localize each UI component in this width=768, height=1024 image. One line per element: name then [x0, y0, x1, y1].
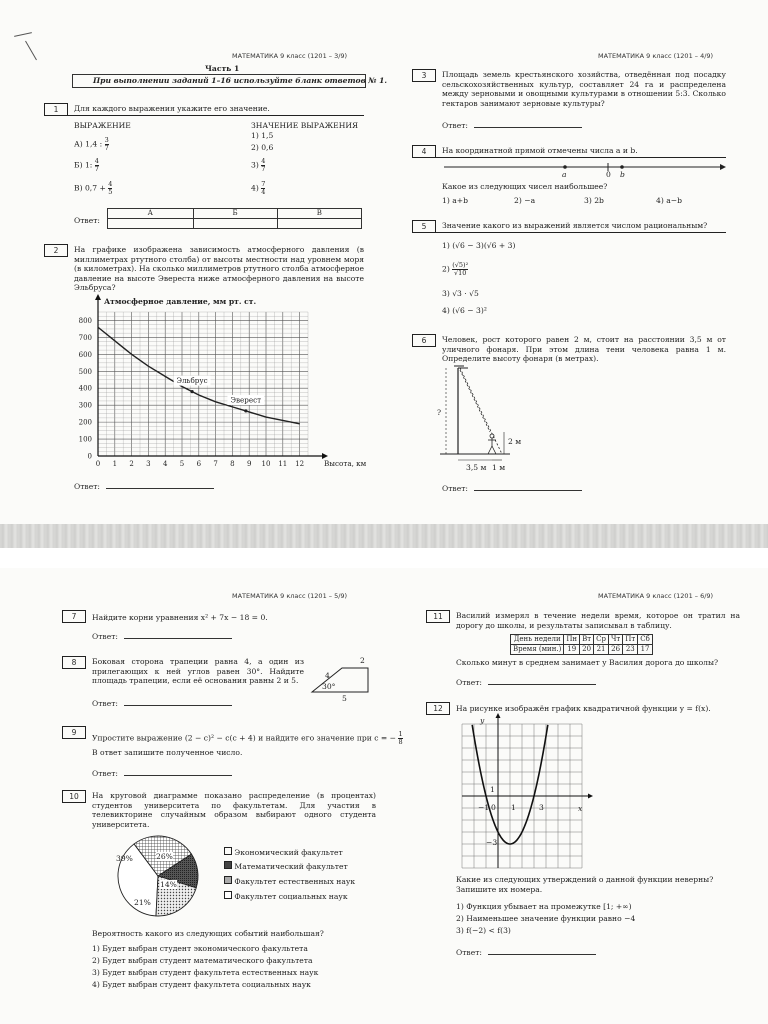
q5-option-2-label: 2) — [442, 264, 450, 274]
scan-border — [0, 524, 768, 548]
q5-option-3: 3) √3 · √5 — [442, 289, 479, 298]
q5-option-4: 4) (√6 − 3)² — [442, 306, 487, 315]
y-tick-label: 300 — [78, 401, 92, 410]
q6-label-height: ? — [437, 408, 442, 417]
y-axis-arrow — [95, 294, 101, 300]
q7-answer-line[interactable] — [124, 632, 232, 639]
numerator: 7 — [261, 180, 266, 188]
pie-label-21: 21% — [134, 898, 151, 907]
legend-label: Факультет естественных наук — [234, 877, 356, 886]
q4-option-1: 1) a+b — [442, 196, 468, 205]
day-cell: Пн — [564, 635, 580, 645]
time-cell: 21 — [594, 645, 609, 655]
y-tick-label: 200 — [78, 418, 92, 427]
q5-option-2 — [442, 262, 468, 277]
q7-text: Найдите корни уравнения x² + 7x − 18 = 0. — [92, 613, 268, 622]
sheet-bottom — [0, 568, 768, 1024]
q4-option-4: 4) a−b — [656, 196, 682, 205]
q6-text: Человек, рост которого равен 2 м, стоит на расстоянии 3,5 м от уличного фонаря. При этом длина тени человека равна 1 м. Определите высоту фонаря (в метрах). — [442, 335, 726, 364]
q1-val-3-fraction — [261, 158, 265, 173]
q8-answer-line[interactable] — [124, 699, 232, 706]
x-axis-label: Высота, км — [324, 459, 367, 468]
question-number-5: 5 — [412, 220, 436, 233]
trapezoid-label-side: 4 — [325, 671, 330, 680]
question-number-4: 4 — [412, 145, 436, 158]
x-tick-label: 5 — [179, 460, 185, 468]
q12-option-1: 1) Функция убывает на промежутке [1; +∞) — [456, 902, 632, 911]
q8-text: Боковая сторона трапеции равна 4, а один из прилегающих к ней углов равен 30°. Найдите площадь трапеции, если её основания равны 2 и 5. — [92, 657, 304, 686]
q12-text: На рисунке изображён график квадратичной функции y = f(x). — [456, 704, 711, 713]
denominator: 4 — [261, 188, 266, 196]
question-number-9: 9 — [62, 726, 86, 739]
annotation-label: Эльбрус — [176, 376, 208, 386]
q1-val-1: 1) 1,5 — [251, 131, 274, 140]
q9-answer-label: Ответ: — [92, 769, 118, 778]
scan-mark — [14, 32, 32, 37]
q1-val-4-fraction — [261, 181, 265, 196]
tick-x-3: 3 — [539, 803, 544, 812]
x-tick-label: 12 — [295, 460, 305, 468]
lamp-diagram — [430, 362, 550, 474]
number-line — [440, 160, 730, 182]
q1-expr-c — [74, 181, 112, 196]
time-cell: 20 — [580, 645, 594, 655]
answer-col-c: В — [277, 209, 361, 219]
q1-val-4 — [251, 181, 265, 196]
q4-question: Какое из следующих чисел наибольшее? — [442, 182, 608, 191]
q10-option-1: 1) Будет выбран студент экономического факультета — [92, 944, 308, 953]
q12-answer-label: Ответ: — [456, 948, 482, 957]
q11-answer — [456, 678, 596, 687]
trapezoid-label-base: 5 — [342, 694, 347, 703]
q11-time-table — [510, 634, 653, 655]
q6-label-distance: 3,5 м — [466, 463, 487, 472]
axis-label-x: x — [578, 804, 583, 813]
q10-option-3: 3) Будет выбран студент факультета естественных наук — [92, 968, 319, 977]
y-axis-arrow — [496, 713, 501, 718]
q2-text: На графике изображена зависимость атмосферного давления (в миллиметрах ртутного столба) от высоты местности над уровнем моря (в километрах). На сколько миллиметров ртутного столба атмосферное давление на высоте Эвереста ниже атмосферного давления на высоте Эльбруса? — [74, 245, 364, 293]
q9-text — [92, 731, 403, 746]
q2-answer-line[interactable] — [106, 482, 214, 489]
parabola-graph — [462, 718, 592, 868]
legend-label: Факультет социальных наук — [234, 892, 348, 901]
y-tick-label: 0 — [87, 452, 92, 461]
x-tick-label: 6 — [196, 460, 202, 468]
q12-option-2: 2) Наименьшее значение функции равно −4 — [456, 914, 636, 923]
q9-answer — [92, 769, 232, 778]
page-header-right: МАТЕМАТИКА 9 класс (1201 – 6/9) — [598, 592, 714, 600]
day-cell: Пт — [623, 635, 638, 645]
numerator: 4 — [94, 157, 99, 165]
answer-col-a: А — [108, 209, 194, 219]
question-number-11: 11 — [426, 610, 450, 623]
x-axis-arrow — [588, 794, 593, 799]
time-cell: 23 — [623, 645, 638, 655]
question-number-3: 3 — [412, 69, 436, 82]
q12-question: Какие из следующих утверждений о данной функции неверны? Запишите их номера. — [456, 875, 714, 894]
page-header-left: МАТЕМАТИКА 9 класс (1201 – 5/9) — [232, 592, 348, 600]
day-cell: Ср — [594, 635, 609, 645]
tick-x-1: 1 — [511, 803, 516, 812]
numerator: (√5)² — [452, 261, 469, 269]
tick-origin: 0 — [491, 803, 496, 812]
x-tick-label: 2 — [129, 460, 134, 468]
q9-answer-line[interactable] — [124, 769, 232, 776]
x-tick-label: 0 — [95, 460, 101, 468]
q1-expr-a-fraction — [105, 137, 109, 152]
x-tick-label: 10 — [261, 460, 271, 468]
question-rule — [68, 115, 364, 116]
x-tick-label: 4 — [162, 460, 168, 468]
q6-label-person: 2 м — [508, 437, 522, 446]
denominator: 5 — [108, 188, 113, 196]
q11-answer-label: Ответ: — [456, 678, 482, 687]
q1-col-expr: ВЫРАЖЕНИЕ — [74, 121, 131, 130]
label-zero: 0 — [606, 170, 611, 179]
legend-natural — [224, 876, 355, 886]
q1-answer-label: Ответ: — [74, 216, 100, 225]
q1-val-4-label: 4) — [251, 183, 259, 193]
q1-expr-a — [74, 137, 109, 152]
q3-answer-label: Ответ: — [442, 121, 468, 130]
legend-swatch — [224, 891, 232, 899]
y-tick-label: 800 — [78, 316, 92, 325]
q10-option-4: 4) Будет выбран студент факультета социальных наук — [92, 980, 311, 989]
q10-question: Вероятность какого из следующих событий наибольшая? — [92, 929, 324, 938]
question-number-10: 10 — [62, 790, 86, 803]
chart-title: Атмосферное давление, мм рт. ст. — [104, 297, 257, 306]
question-number-7: 7 — [62, 610, 86, 623]
q1-expr-b-label: Б) 1: — [74, 160, 93, 170]
legend-swatch — [224, 847, 232, 855]
question-number-12: 12 — [426, 702, 450, 715]
label-a: a — [562, 170, 567, 179]
q12-answer-line[interactable] — [488, 948, 596, 955]
q1-expr-b — [74, 158, 99, 173]
legend-swatch — [224, 861, 232, 869]
q7-answer-label: Ответ: — [92, 632, 118, 641]
day-cell: Вт — [580, 635, 594, 645]
axis-label-y: y — [480, 716, 485, 725]
q8-answer — [92, 699, 232, 708]
q2-answer-label: Ответ: — [74, 482, 100, 491]
numerator: 1 — [398, 730, 403, 738]
q6-answer — [442, 484, 582, 493]
question-number-1: 1 — [44, 103, 68, 116]
denominator: 8 — [398, 738, 403, 746]
q1-expr-a-label: А) 1,4 : — [74, 139, 103, 149]
annotation-point — [190, 390, 193, 393]
annotation-point — [244, 409, 247, 412]
time-cell: 17 — [638, 645, 653, 655]
question-rule — [436, 157, 726, 158]
q6-label-shadow: 1 м — [492, 463, 506, 472]
q10-text: На круговой диаграмме показано распределение (в процентах) студентов университета по факультетам. Для участия в телевикторине случайным образом выбирают одного студента университета. — [92, 791, 376, 829]
q11-text: Василий измерял в течение недели время, которое он тратил на дорогу до школы, и результаты записывал в таблицу. — [456, 611, 740, 630]
legend-label: Математический факультет — [234, 862, 348, 871]
numerator: 3 — [104, 136, 109, 144]
pie-label-39: 39% — [116, 854, 133, 863]
annotation-label: Эверест — [230, 395, 262, 405]
q8-answer-label: Ответ: — [92, 699, 118, 708]
pressure-chart — [60, 290, 367, 476]
q5-text: Значение какого из выражений является числом рациональным? — [442, 221, 708, 230]
q5-option-1: 1) (√6 − 3)(√6 + 3) — [442, 241, 516, 250]
legend-social — [224, 891, 348, 901]
legend-swatch — [224, 876, 232, 884]
legend-math — [224, 861, 348, 871]
q10-option-2: 2) Будет выбран студент математического факультета — [92, 956, 313, 965]
sheet-gap — [0, 548, 768, 568]
q9-text-main: Упростите выражение (2 − c)² − c(c + 4) и найдите его значение при c = − — [92, 733, 397, 743]
pie-label-14: 14% — [160, 880, 177, 889]
q6-answer-label: Ответ: — [442, 484, 468, 493]
page-header-right: МАТЕМАТИКА 9 класс (1201 – 4/9) — [598, 52, 714, 60]
trapezoid-label-angle: 30° — [322, 682, 336, 691]
page-header-left: МАТЕМАТИКА 9 класс (1201 – 3/9) — [232, 52, 348, 60]
tick-y-neg3: −3 — [486, 838, 498, 847]
time-cell: 26 — [608, 645, 622, 655]
table-head: День недели — [511, 635, 564, 645]
q3-text: Площадь земель крестьянского хозяйства, отведённая под посадку сельскохозяйственных культур, составляет 24 га и распределена между зерновыми и овощными культурами в отношении 5:3. Сколько гектаров занимают зерновые культуры? — [442, 70, 726, 108]
q7-answer — [92, 632, 232, 641]
scan-mark — [25, 41, 37, 61]
q1-val-2: 2) 0,6 — [251, 143, 274, 152]
q11-question: Сколько минут в среднем занимает у Василия дорога до школы? — [456, 658, 719, 667]
q12-option-3: 3) f(−2) < f(3) — [456, 926, 511, 935]
table-head: Время (мин.) — [511, 645, 564, 655]
day-cell: Чт — [608, 635, 622, 645]
q9-fraction — [398, 731, 402, 746]
x-tick-label: 3 — [146, 460, 151, 468]
question-number-6: 6 — [412, 334, 436, 347]
answer-col-b: Б — [193, 209, 277, 219]
question-rule — [436, 232, 726, 233]
label-b: b — [620, 170, 625, 179]
y-tick-label: 100 — [78, 435, 92, 444]
legend-label: Экономический факультет — [234, 848, 343, 857]
y-tick-label: 700 — [78, 333, 92, 342]
q4-option-3: 3) 2b — [584, 196, 604, 205]
y-tick-label: 400 — [78, 384, 92, 393]
q1-text: Для каждого выражения укажите его значение. — [74, 104, 270, 113]
legend-economics — [224, 847, 343, 857]
denominator: 7 — [104, 144, 109, 152]
x-tick-label: 7 — [213, 460, 218, 468]
q12-answer — [456, 948, 596, 957]
q1-val-3 — [251, 158, 265, 173]
answer-cell-c[interactable] — [277, 219, 361, 229]
question-number-8: 8 — [62, 656, 86, 669]
q1-val-3-label: 3) — [251, 160, 259, 170]
time-cell: 19 — [564, 645, 580, 655]
pie-label-26: 26% — [156, 852, 173, 861]
q1-col-val: ЗНАЧЕНИЕ ВЫРАЖЕНИЯ — [251, 121, 359, 130]
x-tick-label: 1 — [112, 460, 118, 468]
x-tick-label: 9 — [246, 460, 252, 468]
q6-answer-line[interactable] — [474, 484, 582, 491]
q1-expr-c-label: В) 0,7 + — [74, 183, 106, 193]
q9-text-2: В ответ запишите полученное число. — [92, 748, 243, 757]
q2-answer — [74, 482, 214, 491]
denominator: 7 — [261, 165, 266, 173]
instruction-box — [72, 74, 388, 88]
trapezoid-label-top: 2 — [360, 656, 365, 665]
tick-y-1: 1 — [490, 785, 495, 794]
y-tick-label: 500 — [78, 367, 92, 376]
denominator: √10 — [453, 269, 467, 277]
q4-text: На координатной прямой отмечены числа a и b. — [442, 146, 638, 155]
q4-option-2: 2) −a — [514, 196, 536, 205]
denominator: 7 — [94, 165, 99, 173]
tick-x-neg1: −1 — [478, 803, 490, 812]
x-tick-label: 8 — [230, 460, 235, 468]
q1-answer-table[interactable] — [107, 208, 362, 229]
q11-answer-line[interactable] — [488, 678, 596, 685]
y-tick-label: 600 — [78, 350, 92, 359]
q3-answer — [442, 121, 582, 130]
day-cell: Сб — [638, 635, 653, 645]
question-number-2: 2 — [44, 244, 68, 257]
part-title: Часть 1 — [205, 64, 240, 73]
q1-expr-c-fraction — [108, 181, 112, 196]
numerator: 4 — [261, 157, 266, 165]
instruction-text: При выполнении заданий 1–16 используйте бланк ответов № 1. — [93, 76, 388, 85]
q1-expr-b-fraction — [95, 158, 99, 173]
q3-answer-line[interactable] — [474, 121, 582, 128]
answer-cell-a[interactable] — [108, 219, 194, 229]
answer-cell-b[interactable] — [193, 219, 277, 229]
numerator: 4 — [108, 180, 113, 188]
faculty-pie-chart — [100, 834, 220, 918]
x-tick-label: 11 — [278, 460, 288, 468]
q5-option-2-fraction — [452, 262, 468, 277]
